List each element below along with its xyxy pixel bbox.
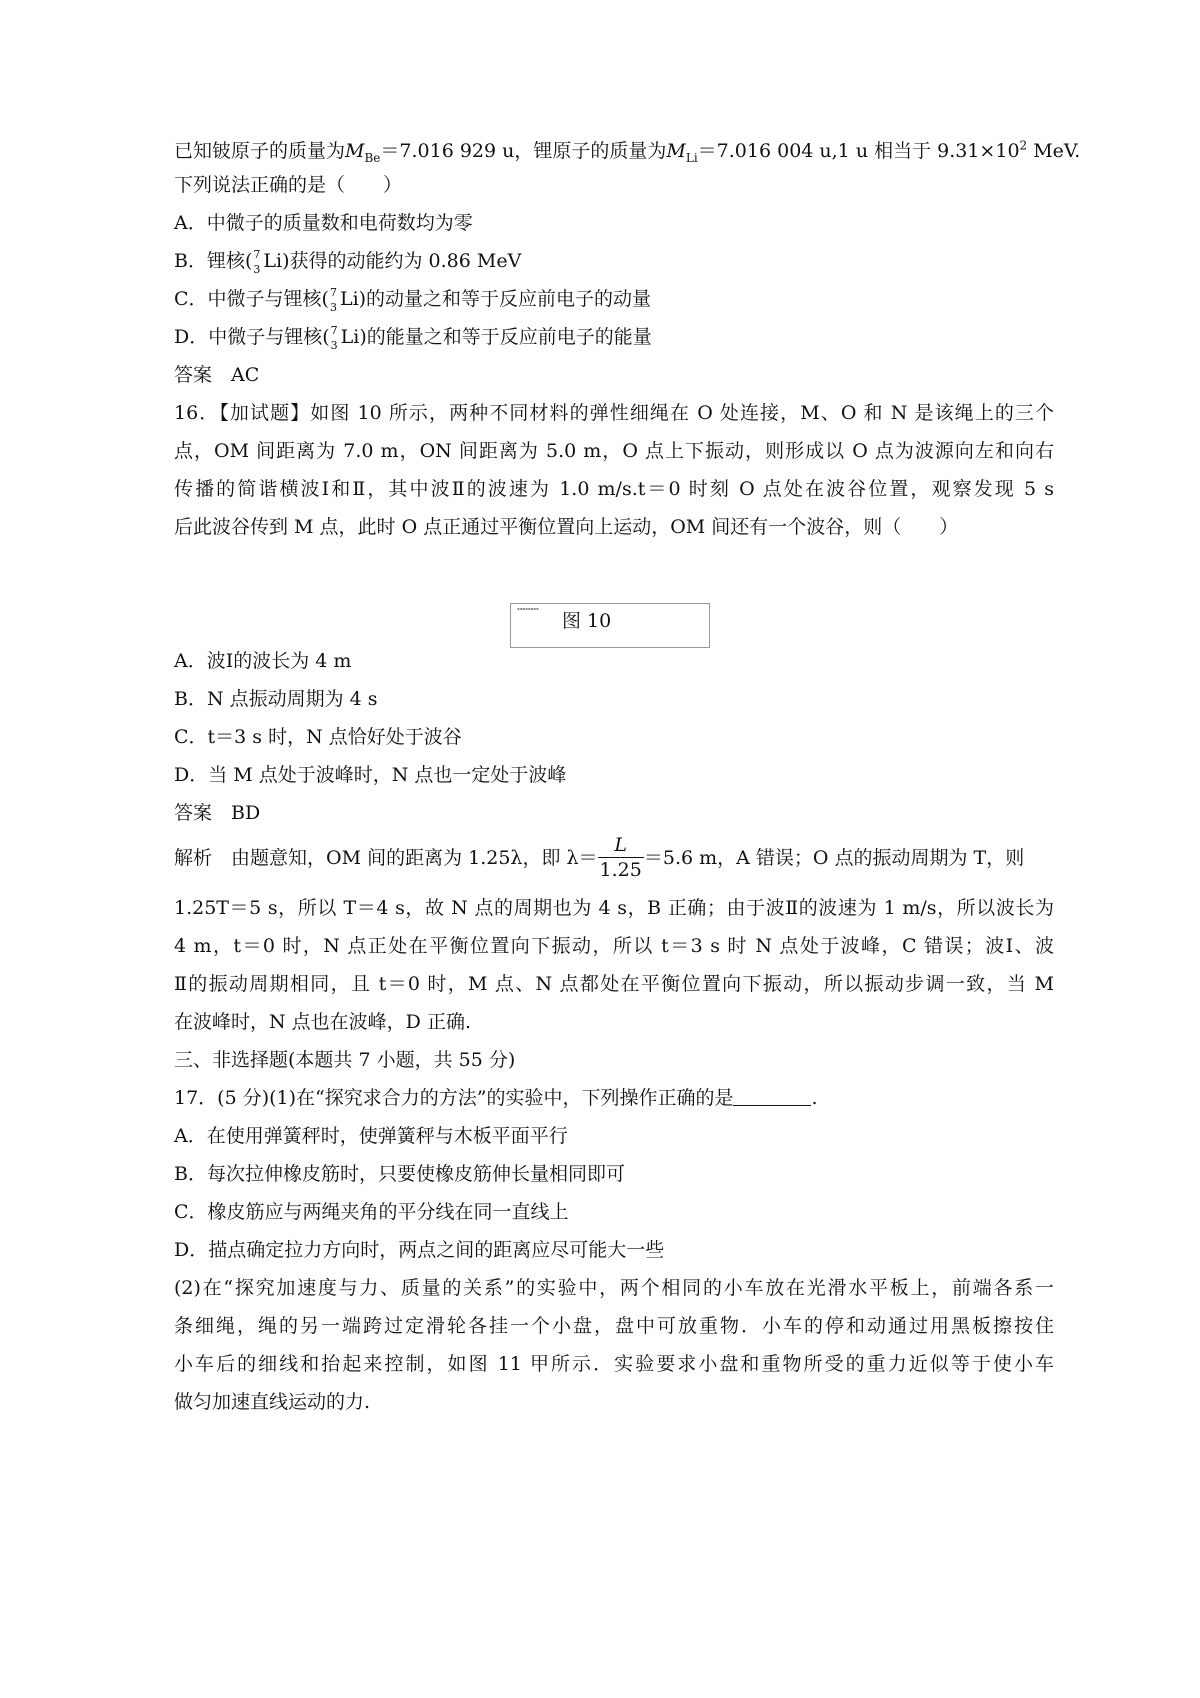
q17-option-d: D．描点确定拉力方向时，两点之间的距离应尽可能大一些: [174, 1239, 665, 1261]
q16-analysis-line5: 在波峰时，N 点也在波峰，D 正确.: [174, 1011, 471, 1033]
subscript-be: Be: [364, 150, 381, 165]
q16-analysis-line3: 4 m，t＝0 时，N 点正处在平衡位置向下振动，所以 t＝3 s 时 N 点处于波峰，C 错误；波Ⅰ、波: [174, 935, 1054, 957]
q16-option-a: A．波Ⅰ的波长为 4 m: [174, 650, 352, 672]
option-text: Li)获得的动能约为 0.86 MeV: [263, 250, 522, 272]
q16-answer: 答案 BD: [174, 802, 261, 824]
q15-line2: 下列说法正确的是（ ）: [174, 174, 403, 196]
mass-number: 7: [330, 324, 338, 337]
q15-option-a: A．中微子的质量数和电荷数均为零: [174, 212, 473, 234]
analysis-text: 解析 由题意知，OM 间的距离为 1.25λ，即 λ＝: [174, 847, 598, 869]
option-text: Li)的能量之和等于反应前电子的能量: [340, 326, 652, 348]
q17-line1: [174, 1085, 818, 1111]
q17-part2-line3: 小车后的细线和抬起来控制，如图 11 甲所示．实验要求小盘和重物所受的重力近似等于使小车: [174, 1353, 1054, 1375]
analysis-text: ＝5.6 m，A 错误；O 点的振动周期为 T，则: [643, 847, 1025, 869]
q16-option-c: C．t＝3 s 时，N 点恰好处于波谷: [174, 726, 462, 748]
symbol-m: M: [345, 140, 365, 162]
q16-option-d: D．当 M 点处于波峰时，N 点也一定处于波峰: [174, 764, 567, 786]
q17-option-c: C．橡皮筋应与两绳夹角的平分线在同一直线上: [174, 1201, 569, 1223]
fraction-denominator: 1.25: [599, 858, 642, 881]
q17-part2-line1: (2)在“探究加速度与力、质量的关系”的实验中，两个相同的小车放在光滑水平板上，前端各系一: [174, 1277, 1054, 1299]
isotope-notation: [252, 248, 262, 276]
mass-number: 7: [253, 248, 261, 261]
q15-text: MeV.: [1027, 140, 1081, 162]
option-text: C．中微子与锂核(: [174, 288, 329, 310]
atomic-number: 3: [253, 263, 261, 276]
q16-analysis-line1: [174, 828, 1024, 888]
figure-thumbnail-text: ▪▪▪▪▪▪▪▪: [517, 606, 539, 611]
q16-analysis-line2: 1.25T＝5 s，所以 T＝4 s，故 N 点的周期也为 4 s，B 正确；由于波Ⅱ的波速为 1 m/s，所以波长为: [174, 897, 1054, 919]
q16-line3: 传播的简谐横波Ⅰ和Ⅱ，其中波Ⅱ的波速为 1.0 m/s.t＝0 时刻 O 点处在波谷位置，观察发现 5 s: [174, 478, 1054, 500]
q15-text: 已知铍原子的质量为: [174, 140, 346, 162]
q17-text: .: [811, 1087, 818, 1109]
q15-text: ＝7.016 004 u,1 u 相当于 9.31×10: [697, 140, 1020, 162]
option-text: Li)的动量之和等于反应前电子的动量: [339, 288, 652, 310]
symbol-m: M: [666, 140, 686, 162]
fraction-numerator: L: [598, 833, 644, 858]
q15-line1: [174, 138, 1080, 164]
q15-option-d: [174, 324, 652, 350]
isotope-notation: [330, 324, 340, 352]
q15-option-c: [174, 286, 651, 312]
q15-answer: 答案 AC: [174, 364, 260, 386]
q16-line4: 后此波谷传到 M 点，此时 O 点正通过平衡位置向上运动，OM 间还有一个波谷，则（ ）: [174, 516, 959, 538]
atomic-number: 3: [330, 339, 338, 352]
q15-text: ＝7.016 929 u，锂原子的质量为: [380, 140, 667, 162]
q15-option-b: [174, 248, 521, 274]
q16-line2: 点，OM 间距离为 7.0 m，ON 间距离为 5.0 m，O 点上下振动，则形成以 O 点为波源向左和向右: [174, 440, 1054, 462]
q17-part2-line4: 做匀加速直线运动的力.: [174, 1391, 371, 1413]
subscript-li: Li: [685, 150, 698, 165]
figure-caption: 图 10: [562, 610, 612, 632]
q16-analysis-line4: Ⅱ的振动周期相同，且 t＝0 时，M 点、N 点都处在平衡位置向下振动，所以振动步调一致，当 M: [174, 973, 1054, 995]
q16-line1: 16．【加试题】如图 10 所示，两种不同材料的弹性细绳在 O 处连接，M、O 和 N 是该绳上的三个: [174, 402, 1054, 424]
q17-part2-line2: 条细绳，绳的另一端跨过定滑轮各挂一个小盘，盘中可放重物．小车的停和动通过用黑板擦按住: [174, 1315, 1054, 1337]
q16-option-b: B．N 点振动周期为 4 s: [174, 688, 378, 710]
option-text: D．中微子与锂核(: [174, 326, 330, 348]
q17-option-a: A．在使用弹簧秤时，使弹簧秤与木板平面平行: [174, 1125, 568, 1147]
answer-blank[interactable]: [733, 1087, 811, 1106]
isotope-notation: [329, 286, 339, 314]
atomic-number: 3: [329, 301, 337, 314]
exponent: 2: [1019, 138, 1028, 153]
q17-option-b: B．每次拉伸橡皮筋时，只要使橡皮筋伸长量相同即可: [174, 1163, 625, 1185]
q17-text: 17．(5 分)(1)在“探究求合力的方法”的实验中，下列操作正确的是: [174, 1087, 734, 1109]
option-text: B．锂核(: [174, 250, 253, 272]
mass-number: 7: [329, 286, 337, 299]
fraction: [598, 833, 644, 882]
section-heading: 三、非选择题(本题共 7 小题，共 55 分): [174, 1049, 516, 1071]
